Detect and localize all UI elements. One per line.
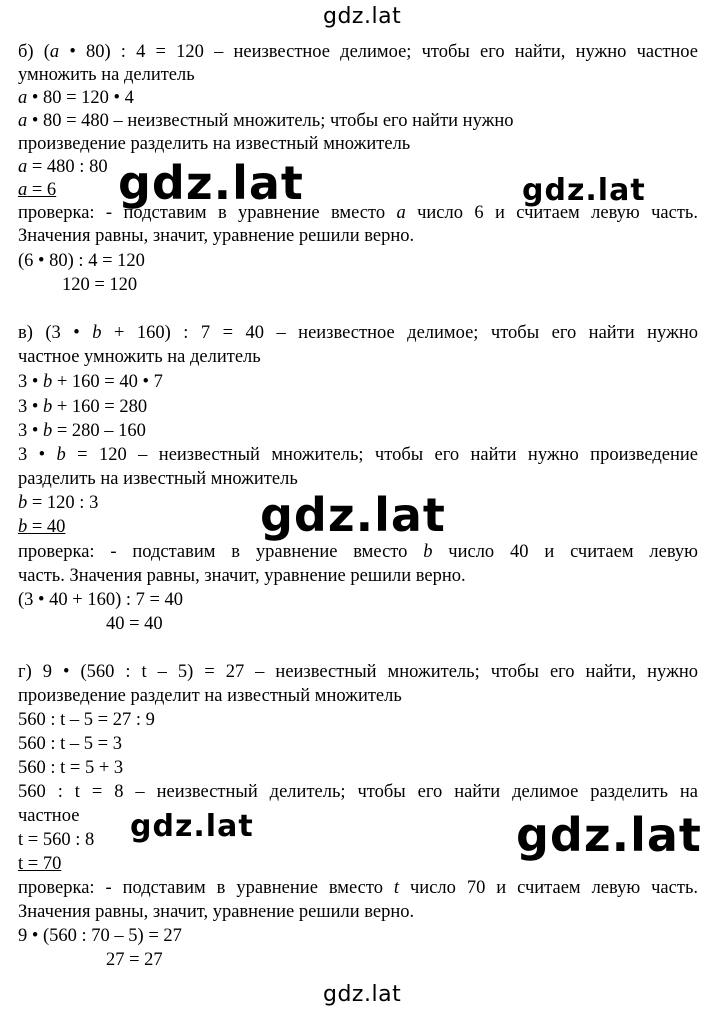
watermark-right-1: gdz.lat [522, 173, 646, 208]
part-g-answer: t = 70 [18, 854, 62, 874]
watermark-bottom: gdz.lat [323, 982, 402, 1007]
part-v-line-3: 3 • b + 160 = 40 • 7 [18, 372, 163, 392]
part-b-line-6: a = 480 : 80 [18, 157, 108, 177]
part-b-check-1: проверка: - подставим в уравнение вместо a число 6 и считаем левую часть. [18, 203, 698, 223]
part-v-line-8: b = 120 : 3 [18, 493, 99, 513]
part-v-line-2: частное умножить на делитель [18, 347, 261, 367]
part-g-check-result: 27 = 27 [106, 950, 163, 970]
part-b-line-4: a • 80 = 480 – неизвестный множитель; чтобы его найти нужно [18, 111, 514, 131]
part-v-check-eq: (3 • 40 + 160) : 7 = 40 [18, 590, 184, 610]
part-b-check-2: Значения равны, значит, уравнение решили верно. [18, 226, 415, 246]
part-v-line-4: 3 • b + 160 = 280 [18, 397, 148, 417]
part-b-line-1: б) (a • 80) : 4 = 120 – неизвестное делимое; чтобы его найти, нужно частное [18, 42, 698, 62]
part-v-line-5: 3 • b = 280 – 160 [18, 421, 146, 441]
part-b-line-2: умножить на делитель [18, 65, 195, 85]
part-g-check-1: проверка: - подставим в уравнение вместо t число 70 и считаем левую часть. [18, 878, 698, 898]
part-v-line-7: разделить на известный множитель [18, 469, 298, 489]
part-b-line-5: произведение разделить на известный множитель [18, 134, 411, 154]
part-b-check-result: 120 = 120 [62, 275, 138, 295]
part-g-line-7: частное [18, 806, 80, 826]
part-g-line-4: 560 : t – 5 = 3 [18, 734, 122, 754]
part-g-line-1: г) 9 • (560 : t – 5) = 27 – неизвестный множитель; чтобы его найти, нужно [18, 662, 698, 682]
watermark-right-2: gdz.lat [516, 808, 702, 862]
watermark-left-1: gdz.lat [118, 156, 304, 210]
part-g-line-6: 560 : t = 8 – неизвестный делитель; чтобы его найти делимое разделить на [18, 782, 698, 802]
watermark-left-2: gdz.lat [130, 809, 254, 844]
part-g-line-8: t = 560 : 8 [18, 830, 95, 850]
part-g-check-2: Значения равны, значит, уравнение решили верно. [18, 902, 415, 922]
part-g-line-3: 560 : t – 5 = 27 : 9 [18, 710, 155, 730]
part-v-answer: b = 40 [18, 517, 66, 537]
part-v-line-6: 3 • b = 120 – неизвестный множитель; чтобы его найти нужно произведение [18, 445, 699, 465]
part-v-line-1: в) (3 • b + 160) : 7 = 40 – неизвестное делимое; чтобы его найти нужно [18, 323, 698, 343]
part-b-line-3: a • 80 = 120 • 4 [18, 88, 134, 108]
watermark-center: gdz.lat [260, 488, 446, 542]
part-g-line-2: произведение разделит на известный множитель [18, 686, 402, 706]
part-v-check-2: часть. Значения равны, значит, уравнение решили верно. [18, 566, 466, 586]
watermark-top: gdz.lat [323, 4, 402, 29]
part-v-check-1: проверка: - подставим в уравнение вместо b число 40 и считаем левую [18, 542, 699, 562]
part-g-line-5: 560 : t = 5 + 3 [18, 758, 124, 778]
part-g-check-eq: 9 • (560 : 70 – 5) = 27 [18, 926, 182, 946]
part-b-answer: a = 6 [18, 180, 57, 200]
part-b-check-eq: (6 • 80) : 4 = 120 [18, 251, 145, 271]
part-v-check-result: 40 = 40 [106, 614, 163, 634]
